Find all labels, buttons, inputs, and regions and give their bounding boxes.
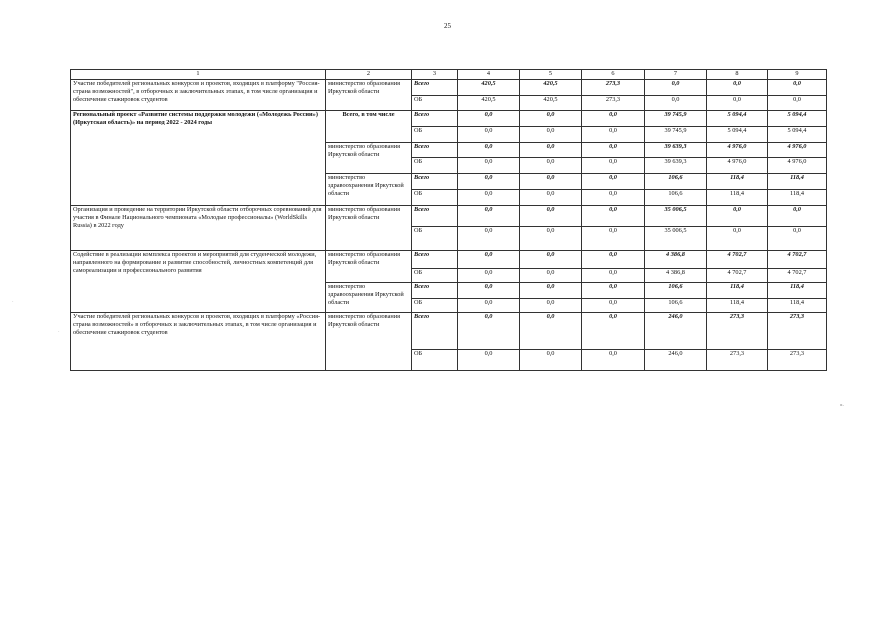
value-cell: 0,0 [458, 127, 520, 143]
value-cell: 0,0 [707, 80, 768, 96]
value-cell: 118,4 [707, 299, 768, 313]
measure-name-cell: Участие победителей региональных конкурсов и проектов, входящих в платформу "Россия- страна возможностей", в отборочных и заключительных этапах, в том числе организация и обеспечение стажировок студентов [71, 80, 326, 111]
value-cell: 5 094,4 [707, 111, 768, 127]
value-cell: 0,0 [582, 206, 645, 227]
value-cell: 0,0 [458, 350, 520, 371]
value-cell: 0,0 [458, 283, 520, 299]
value-cell: 118,4 [768, 174, 827, 190]
value-cell: 4 702,7 [768, 269, 827, 283]
value-cell: 0,0 [582, 174, 645, 190]
value-cell: 0,0 [768, 96, 827, 111]
value-cell: 0,0 [582, 313, 645, 350]
value-cell: 0,0 [520, 127, 582, 143]
table-row [71, 251, 827, 269]
measure-name-cell: Участие победителей региональных конкурсов и проектов, входящих в платформу «Россия- страна возможностей» в отборочных и заключительных этапах, в том числе организация и обеспечение стажировок студентов [71, 313, 326, 371]
value-cell: 0,0 [768, 206, 827, 227]
header-cell: 1 [71, 70, 326, 80]
value-cell: 0,0 [520, 206, 582, 227]
funding-source-cell: ОБ [412, 269, 458, 283]
scan-dot: · [12, 300, 14, 305]
value-cell: 0,0 [768, 80, 827, 96]
value-cell: 0,0 [458, 190, 520, 206]
value-cell: 0,0 [520, 251, 582, 269]
measure-name-cell: Организация и проведение на территории Иркутской области отборочных соревнований для участия в Финале Национального чемпионата «Молодые профессионалы» (WorldSkills Russia) в 2022 году [71, 206, 326, 251]
value-cell: 0,0 [582, 283, 645, 299]
value-cell: 4 702,7 [707, 269, 768, 283]
value-cell: 39 745,9 [645, 127, 707, 143]
value-cell: 4 976,0 [707, 143, 768, 158]
funding-source-cell: ОБ [412, 96, 458, 111]
value-cell: 246,0 [645, 313, 707, 350]
value-cell: 4 702,7 [707, 251, 768, 269]
funding-source-cell: ОБ [412, 127, 458, 143]
value-cell: 106,6 [645, 174, 707, 190]
value-cell: 39 745,9 [645, 111, 707, 127]
value-cell: 0,0 [520, 158, 582, 174]
value-cell: 0,0 [582, 350, 645, 371]
funding-source-cell: Всего [412, 283, 458, 299]
funding-source-cell: Всего [412, 80, 458, 96]
executor-cell: министерство образования Иркутской области [326, 251, 412, 283]
value-cell: 4 386,8 [645, 251, 707, 269]
header-cell: 6 [582, 70, 645, 80]
value-cell: 106,6 [645, 190, 707, 206]
header-cell: 3 [412, 70, 458, 80]
value-cell: 0,0 [582, 143, 645, 158]
value-cell: 35 006,5 [645, 227, 707, 251]
value-cell: 273,3 [768, 313, 827, 350]
header-cell: 2 [326, 70, 412, 80]
executor-cell: министерство здравоохранения Иркутской области [326, 283, 412, 313]
header-cell: 7 [645, 70, 707, 80]
value-cell: 118,4 [768, 283, 827, 299]
value-cell: 273,3 [582, 80, 645, 96]
value-cell: 0,0 [582, 127, 645, 143]
value-cell: 0,0 [458, 251, 520, 269]
funding-source-cell: Всего [412, 143, 458, 158]
value-cell: 4 702,7 [768, 251, 827, 269]
value-cell: 420,5 [520, 80, 582, 96]
value-cell: 0,0 [458, 111, 520, 127]
measure-name-cell: Региональный проект «Развитие системы поддержки молодежи («Молодежь России») (Иркутская область)» на период 2022 - 2024 годы [71, 111, 326, 206]
executor-cell: Всего, в том числе [326, 111, 412, 143]
value-cell: 4 386,8 [645, 269, 707, 283]
value-cell: 4 976,0 [768, 143, 827, 158]
value-cell: 420,5 [458, 96, 520, 111]
value-cell: 273,3 [707, 350, 768, 371]
value-cell: 39 639,3 [645, 143, 707, 158]
value-cell: 0,0 [520, 227, 582, 251]
funding-source-cell: Всего [412, 206, 458, 227]
value-cell: 5 094,4 [768, 127, 827, 143]
funding-source-cell: Всего [412, 174, 458, 190]
value-cell: 0,0 [582, 269, 645, 283]
value-cell: 0,0 [520, 143, 582, 158]
value-cell: 39 639,3 [645, 158, 707, 174]
funding-source-cell: Всего [412, 111, 458, 127]
value-cell: 118,4 [707, 283, 768, 299]
value-cell: 0,0 [520, 299, 582, 313]
value-cell: 273,3 [768, 350, 827, 371]
value-cell: 0,0 [458, 299, 520, 313]
funding-source-cell: ОБ [412, 227, 458, 251]
header-row [71, 70, 827, 80]
page-number: 25 [444, 22, 451, 30]
header-cell: 8 [707, 70, 768, 80]
value-cell: 5 094,4 [707, 127, 768, 143]
header-cell: 9 [768, 70, 827, 80]
funding-source-cell: Всего [412, 251, 458, 269]
value-cell: 0,0 [707, 206, 768, 227]
executor-cell: министерство здравоохранения Иркутской области [326, 174, 412, 206]
end-mark: ». [840, 403, 844, 408]
value-cell: 118,4 [707, 190, 768, 206]
value-cell: 35 006,5 [645, 206, 707, 227]
value-cell: 0,0 [520, 283, 582, 299]
value-cell: 0,0 [520, 313, 582, 350]
table-row [71, 80, 827, 96]
value-cell: 0,0 [582, 111, 645, 127]
value-cell: 118,4 [768, 190, 827, 206]
value-cell: 0,0 [582, 299, 645, 313]
value-cell: 246,0 [645, 350, 707, 371]
value-cell: 0,0 [520, 174, 582, 190]
measure-name-cell: Содействие в реализации комплекса проектов и мероприятий для студенческой молодежи, направленного на формирование и развитие способностей, личностных компетенций для самореализации и профессионального развития [71, 251, 326, 313]
value-cell: 0,0 [458, 313, 520, 350]
value-cell: 106,6 [645, 299, 707, 313]
table-row [71, 206, 827, 227]
value-cell: 0,0 [458, 158, 520, 174]
value-cell: 106,6 [645, 283, 707, 299]
value-cell: 0,0 [520, 269, 582, 283]
scan-dot: · [58, 330, 60, 335]
value-cell: 0,0 [582, 190, 645, 206]
value-cell: 0,0 [645, 80, 707, 96]
budget-table [70, 69, 827, 371]
executor-cell: министерство образования Иркутской области [326, 206, 412, 251]
funding-source-cell: ОБ [412, 350, 458, 371]
value-cell: 118,4 [768, 299, 827, 313]
value-cell: 0,0 [645, 96, 707, 111]
value-cell: 0,0 [707, 227, 768, 251]
funding-source-cell: Всего [412, 313, 458, 350]
table-row [71, 111, 827, 127]
table-row [71, 313, 827, 350]
value-cell: 0,0 [707, 96, 768, 111]
value-cell: 273,3 [582, 96, 645, 111]
value-cell: 0,0 [458, 206, 520, 227]
header-cell: 5 [520, 70, 582, 80]
value-cell: 0,0 [458, 269, 520, 283]
funding-source-cell: ОБ [412, 190, 458, 206]
value-cell: 420,5 [458, 80, 520, 96]
executor-cell: министерство образования Иркутской области [326, 143, 412, 174]
value-cell: 0,0 [582, 158, 645, 174]
header-cell: 4 [458, 70, 520, 80]
value-cell: 118,4 [707, 174, 768, 190]
value-cell: 420,5 [520, 96, 582, 111]
executor-cell: министерство образования Иркутской области [326, 313, 412, 371]
value-cell: 0,0 [582, 251, 645, 269]
value-cell: 5 094,4 [768, 111, 827, 127]
value-cell: 0,0 [458, 143, 520, 158]
value-cell: 0,0 [520, 111, 582, 127]
value-cell: 4 976,0 [768, 158, 827, 174]
value-cell: 0,0 [458, 227, 520, 251]
executor-cell: министерство образования Иркутской области [326, 80, 412, 111]
value-cell: 273,3 [707, 313, 768, 350]
value-cell: 4 976,0 [707, 158, 768, 174]
value-cell: 0,0 [520, 350, 582, 371]
funding-source-cell: ОБ [412, 158, 458, 174]
funding-source-cell: ОБ [412, 299, 458, 313]
value-cell: 0,0 [458, 174, 520, 190]
value-cell: 0,0 [768, 227, 827, 251]
value-cell: 0,0 [582, 227, 645, 251]
value-cell: 0,0 [520, 190, 582, 206]
